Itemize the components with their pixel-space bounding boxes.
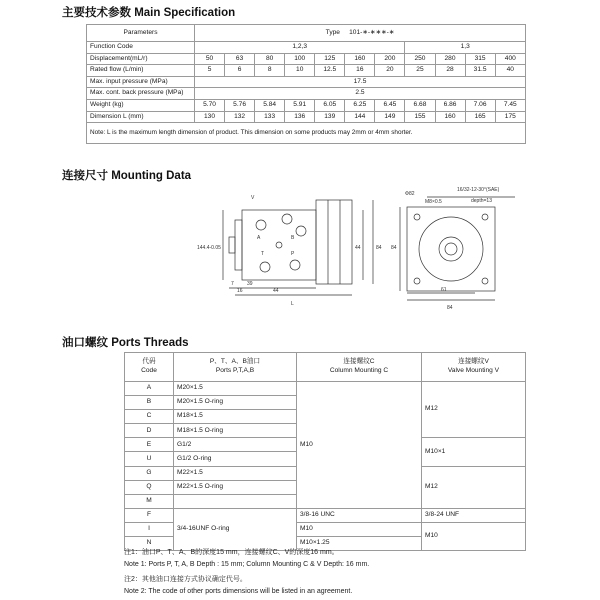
port-cell: M20×1.5 O-ring — [174, 396, 297, 410]
label-dim-7: 7 — [231, 281, 234, 287]
port-cell: M18×1.5 — [174, 410, 297, 424]
cell: 6.86 — [435, 99, 465, 111]
code-cell: U — [125, 452, 174, 466]
code-cell: G — [125, 466, 174, 480]
cell: 80 — [255, 53, 285, 65]
cell: 12.5 — [315, 65, 345, 77]
valve-m10: M10 — [422, 522, 526, 550]
cell: 315 — [465, 53, 495, 65]
header-code — [125, 353, 174, 382]
valve-m12-b: M12 — [422, 466, 526, 508]
header-valve — [422, 353, 526, 382]
cell: 6.68 — [405, 99, 435, 111]
cell: 165 — [465, 111, 495, 123]
max-back-label: Max. cont. back pressure (MPa) — [87, 88, 195, 100]
valve-unf: 3/8-24 UNF — [422, 508, 526, 522]
port-circle — [296, 226, 306, 236]
function-code-label: Function Code — [87, 42, 195, 54]
label-dim-84c: 84 — [447, 305, 453, 311]
label-thread: M8×0.5 — [425, 199, 442, 205]
header-ports-en: Ports P,T,A,B — [215, 367, 255, 374]
type-label: Type — [325, 28, 340, 36]
cell: 136 — [285, 111, 315, 123]
cell: 10 — [285, 65, 315, 77]
port-unf: 3/4-16UNF O-ring — [174, 508, 297, 550]
cell: 6.45 — [375, 99, 405, 111]
code-cell: F — [125, 508, 174, 522]
cell: 100 — [285, 53, 315, 65]
cell: 20 — [375, 65, 405, 77]
label-spline-depth: depth=13 — [471, 198, 492, 204]
note-2-cn: 注2：其他油口连接方式协议确定代号。 — [124, 576, 247, 583]
label-spline: 16/32-12-30°(SAE) — [457, 187, 500, 193]
code-cell: C — [125, 410, 174, 424]
table-row — [87, 65, 526, 77]
row-label: Weight (kg) — [87, 99, 195, 111]
valve-body — [242, 210, 316, 280]
port-cell — [174, 494, 297, 508]
cell: 25 — [405, 65, 435, 77]
port-cell: G1/2 — [174, 438, 297, 452]
table-row — [125, 382, 526, 396]
cell: 28 — [435, 65, 465, 77]
cell: 139 — [315, 111, 345, 123]
table-row — [87, 88, 526, 100]
cell: 280 — [435, 53, 465, 65]
port-cell: M22×1.5 O-ring — [174, 480, 297, 494]
header-column-cn: 连接螺纹C — [343, 358, 375, 366]
column-m10b: M10 — [297, 522, 422, 536]
label-t: T — [261, 251, 265, 257]
label-dim-44: 44 — [273, 288, 279, 294]
label-dim-144: 144.4-0.05 — [197, 245, 221, 251]
column-flange — [235, 220, 242, 270]
function-code-a: 1,2,3 — [195, 42, 405, 54]
table-row — [87, 123, 526, 144]
column-m10: M10 — [297, 382, 422, 509]
cell: 5.91 — [285, 99, 315, 111]
label-b: B — [291, 235, 295, 241]
cell: 16 — [345, 65, 375, 77]
cell: 50 — [195, 53, 225, 65]
cell: 40 — [495, 65, 525, 77]
max-input-label: Max. input pressure (MPa) — [87, 76, 195, 88]
label-dim-84b: 84 — [391, 245, 397, 251]
cell: 5.84 — [255, 99, 285, 111]
code-cell: B — [125, 396, 174, 410]
valve-m10x1: M10×1 — [422, 438, 526, 466]
row-label: Dimension L (mm) — [87, 111, 195, 123]
header-valve-cn: 连接螺纹V — [458, 358, 489, 366]
table-row — [125, 508, 526, 522]
header-ports-cn: P、T、A、B油口 — [209, 358, 261, 366]
cell: 7.06 — [465, 99, 495, 111]
bolt-hole — [414, 278, 420, 284]
label-dim-44r: 44 — [355, 245, 361, 251]
header-column-en: Column Mounting C — [329, 367, 389, 374]
label-dim-39: 39 — [247, 281, 253, 287]
valve-m12-a: M12 — [422, 382, 526, 438]
table-row — [87, 111, 526, 123]
row-label: Displacement(mL/r) — [87, 53, 195, 65]
bolt-hole — [414, 214, 420, 220]
cell: 155 — [405, 111, 435, 123]
label-dim-61: 61 — [441, 287, 447, 293]
function-code-b: 1,3 — [405, 42, 526, 54]
header-column — [297, 353, 422, 382]
header-ports — [174, 353, 297, 382]
table-row — [87, 53, 526, 65]
code-cell: I — [125, 522, 174, 536]
label-v: V — [251, 195, 255, 201]
code-cell: E — [125, 438, 174, 452]
port-cell: M22×1.5 — [174, 466, 297, 480]
code-cell: D — [125, 424, 174, 438]
bolt-hole — [482, 278, 488, 284]
mounting-drawing — [195, 185, 526, 315]
ports-table — [124, 352, 526, 551]
port-circle — [290, 260, 300, 270]
type-cell — [195, 25, 526, 42]
header-code-cn: 代码 — [142, 358, 156, 366]
cell: 6.05 — [315, 99, 345, 111]
end-view-circle — [419, 217, 483, 281]
cell: 160 — [345, 53, 375, 65]
port-cell: G1/2 O-ring — [174, 452, 297, 466]
type-value: 101-∗-∗∗∗-∗ — [349, 28, 395, 36]
note-1-en: Note 1: Ports P, T, A, B Depth : 15 mm; Column Mounting C & V Depth: 16 mm. — [124, 561, 370, 568]
label-a: A — [257, 235, 261, 241]
cell: 5.76 — [225, 99, 255, 111]
table-row — [87, 42, 526, 54]
table-row — [125, 353, 526, 382]
cell: 5.70 — [195, 99, 225, 111]
label-dim-l: L — [291, 301, 294, 307]
spec-section-title: 主要技术参数 Main Specification — [62, 7, 236, 19]
cell: 125 — [315, 53, 345, 65]
code-cell: Q — [125, 480, 174, 494]
spec-note: Note: L is the maximum length dimension of product. This dimension on some products may 2mm or 4mm shorter. — [87, 123, 526, 144]
note-2-en: Note 2: The code of other ports dimensions will be listed in an agreement. — [124, 588, 353, 595]
port-cell: M18×1.5 O-ring — [174, 424, 297, 438]
header-code-en: Code — [141, 367, 157, 374]
port-cell: M20×1.5 — [174, 382, 297, 396]
mounting-section-title: 连接尺寸 Mounting Data — [62, 170, 192, 182]
port-circle — [276, 242, 282, 248]
port-circle — [260, 262, 270, 272]
cell: 6 — [225, 65, 255, 77]
cell: 63 — [225, 53, 255, 65]
cell: 132 — [225, 111, 255, 123]
row-label: Rated flow (L/min) — [87, 65, 195, 77]
shaft-stub — [229, 237, 235, 253]
cell: 5 — [195, 65, 225, 77]
cell: 175 — [495, 111, 525, 123]
cell: 133 — [255, 111, 285, 123]
spline-inner — [445, 243, 457, 255]
column-unc: 3/8-16 UNC — [297, 508, 422, 522]
column-m10c: M10×1.25 — [297, 537, 422, 551]
table-row — [87, 99, 526, 111]
cell: 8 — [255, 65, 285, 77]
bolt-hole — [482, 214, 488, 220]
spec-table — [86, 24, 526, 144]
max-input-value: 17.5 — [195, 76, 526, 88]
label-p: P — [291, 251, 295, 257]
ports-section-title: 油口螺纹 Ports Threads — [62, 337, 189, 349]
cell: 200 — [375, 53, 405, 65]
cell: 6.25 — [345, 99, 375, 111]
header-valve-en: Valve Mounting V — [447, 367, 500, 374]
cell: 31.5 — [465, 65, 495, 77]
note-1-cn: 注1：油口P、T、A、B的深度15 mm，连接螺纹C、V的深度16 mm。 — [124, 549, 339, 556]
cell: 7.45 — [495, 99, 525, 111]
port-circle — [282, 214, 292, 224]
cell: 130 — [195, 111, 225, 123]
code-cell: N — [125, 537, 174, 551]
spline-circle — [439, 237, 463, 261]
code-cell: A — [125, 382, 174, 396]
cell: 149 — [375, 111, 405, 123]
cell: 160 — [435, 111, 465, 123]
code-cell: M — [125, 494, 174, 508]
param-header: Parameters — [87, 25, 195, 42]
cell: 144 — [345, 111, 375, 123]
motor-section — [316, 200, 352, 284]
label-dim-16: 16 — [237, 288, 243, 294]
cell: 250 — [405, 53, 435, 65]
end-view-body — [407, 207, 495, 291]
table-row — [87, 25, 526, 42]
table-row — [87, 76, 526, 88]
label-dim-82: Φ82 — [405, 191, 415, 197]
label-dim-84: 84 — [376, 245, 382, 251]
port-circle — [256, 220, 266, 230]
cell: 400 — [495, 53, 525, 65]
max-back-value: 2.5 — [195, 88, 526, 100]
